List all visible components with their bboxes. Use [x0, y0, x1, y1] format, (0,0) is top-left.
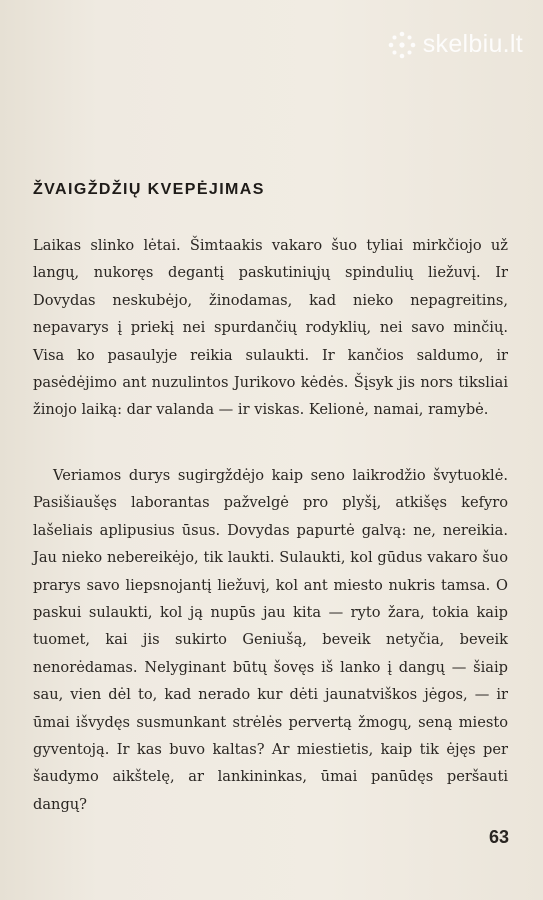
watermark — [388, 30, 523, 59]
dots-logo-icon — [388, 31, 416, 59]
page-number: 63 — [488, 827, 509, 847]
chapter-title: ŽVAIGŽDŽIŲ KVEPĖJIMAS — [33, 181, 265, 198]
paragraph-1: Laikas slinko lėtai. Šimtaakis vakaro šuo tyliai mirkčiojo už langų, nukoręs degantį paskutiniųjų spindulių liežuvį. Ir Dovydas neskubėjo, žinodamas, kad nieko nepagreitins, nepavarys į priekį nei spurdančių rodyklių, nei savo minčių. Visa ko pasaulyje reikia sulaukti. Ir kančios saldumo, ir pasėdėjimo ant nuzulintos Jurikovo kėdės. Šįsyk jis nors tiksliai žinojo laiką: dar valanda — ir viskas. Kelionė, namai, ramybė. — [33, 237, 508, 419]
watermark-text: skelbiu.lt — [422, 30, 523, 58]
paragraph-2: Veriamos durys sugirgždėjo kaip seno laikrodžio švytuoklė. Pasišiaušęs laborantas pažvelgė pro plyšį, atkišęs kefyro lašeliais aplipusius ūsus. Dovydas papurtė galvą: ne, nereikia. Jau nieko nebereikėjo, tik laukti. Sulaukti, kol gūdus vakaro šuo prarys savo liepsnojantį liežuvį, kol ant miesto nukris tamsa. O paskui sulaukti, kol ją nupūs jau kita — ryto žara, tokia kaip tuomet, kai jis sukirto Geniušą, beveik netyčia, beveik nenorėdamas. Nelyginant būtų šovęs iš lanko į dangų — šiaip sau, vien dėl to, kad nerado kur dėti jaunatviškos jėgos, — ir ūmai išvydęs susmunkant strėlės pervertą žmogų, seną miesto gyventoją. Ir kas buvo kaltas? Ar miestietis, kaip tik ėjęs per šaudymo aikštelę, ar lankininkas, ūmai panūdęs peršauti dangų? — [33, 467, 508, 813]
